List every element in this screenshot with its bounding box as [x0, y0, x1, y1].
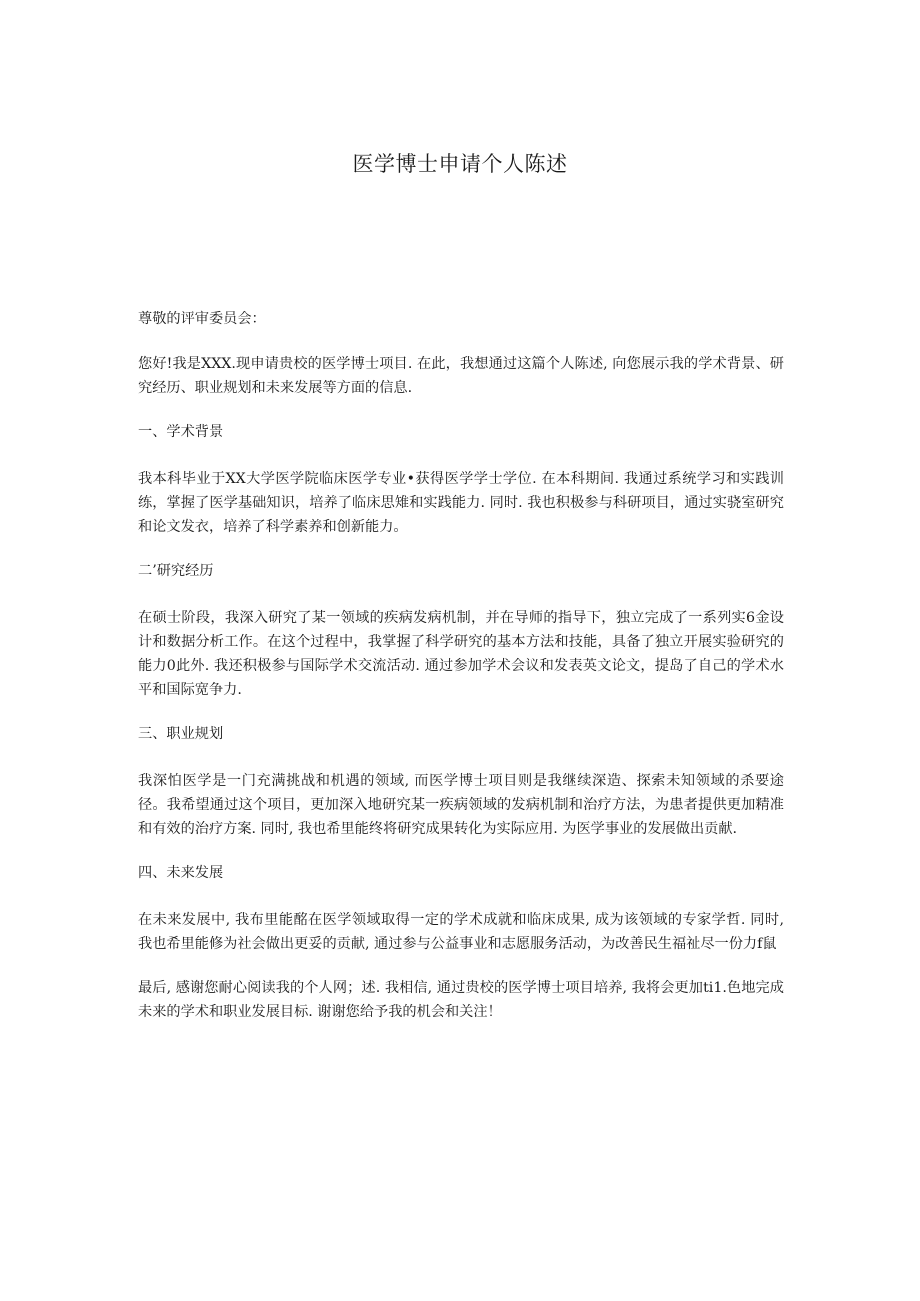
intro-paragraph: 您好!我是XXX.现申请贵校的医学博士项目. 在此，我想通过这篇个人陈述, 向您展示我的学术背景、研究经历、职业规划和未来发展等方面的信息.	[138, 356, 784, 396]
section-heading-career: 三、职业规划	[138, 726, 224, 742]
section-heading-research: 二’研究经历	[138, 563, 214, 579]
statement-body	[138, 307, 784, 1044]
section-text-future: 在未来发展中, 我布里能酩在医学领域取得一定的学术成就和临床成果, 成为该领域的专家学哲. 同时, 我也希里能修为社会做出更妥的贡献, 通过参与公益事业和志愿服务活动，为改善民生福祉尽一份力f鼠	[138, 912, 784, 952]
page-title: 医学博士申请个人陈述	[352, 152, 568, 176]
section-text-academic: 我本科毕业于XX大学医学院临床医学专业•获得医学学士学位. 在本科期间. 我通过系统学习和实践训练，掌握了医学基础知识，培养了临床思雉和实践能力. 同时. 我也积极参与科研项目，通过实骁室研究和论文发衣，培养了科学素养和创新能力。	[138, 471, 784, 535]
greeting: 尊敬的评审委员会：	[138, 311, 266, 327]
closing-paragraph: 最后, 感谢您耐心阅读我的个人网；述. 我相信, 通过贵校的医学博士项目培养, 我将会更加ti1.色地完成未来的学术和职业发展目标. 谢谢您给予我的机会和关注！	[138, 980, 784, 1020]
section-text-career: 我深怕医学是一门充满挑战和机遇的领域, 而医学博士项目则是我继续深造、探索未知领域的杀要途径。我希望通过这个项目，更加深入地研究某一疾病领域的发病机制和治疗方法，为患者提供更加精准和有效的治疗方案. 同时, 我也希里能终将研究成果转化为实际应用. 为医学事业的发展做出贡献.	[138, 773, 784, 837]
section-heading-academic: 一、学术背景	[138, 424, 224, 440]
section-heading-future: 四、未来发展	[138, 865, 224, 881]
section-text-research: 在硕士阶段，我深入研究了某一领域的疾病发病机制，并在导师的指导下，独立完成了一系列实6金设计和数据分析工作。在这个过程中，我掌握了科学研究的基本方法和技能，具备了独立开展实验研究的能力0此外. 我还积极参与国际学术交流活动. 通过参加学术会议和发表英文论文，提岛了自己的学术水平和国际宽争力.	[138, 610, 784, 698]
